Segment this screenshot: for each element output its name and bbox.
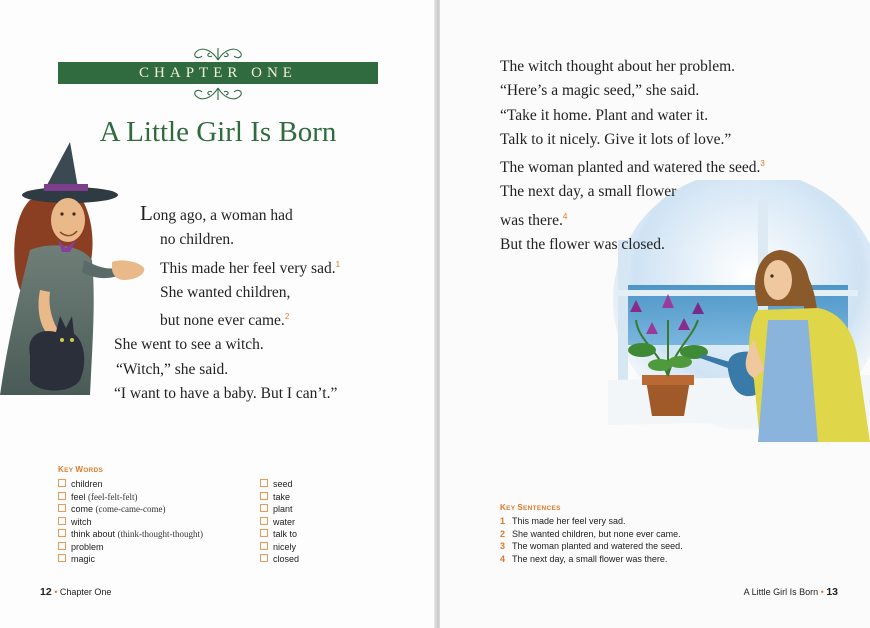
chapter-title: A Little Girl Is Born [99, 116, 337, 148]
checkbox-icon [260, 504, 268, 512]
story-line: “Here’s a magic seed,” she said. [500, 82, 700, 100]
story-line: The next day, a small flower [500, 183, 677, 201]
right-folio: A Little Girl Is Born • 13 [743, 586, 838, 598]
running-head: A Little Girl Is Born [743, 587, 819, 597]
key-sentence-item: 1 This made her feel very sad. [500, 516, 626, 526]
key-word-item: feel (feel-felt-felt) [58, 491, 203, 504]
footnote-marker: 4 [562, 211, 568, 221]
checkbox-icon [58, 554, 66, 562]
key-word-item: nicely [260, 541, 299, 554]
key-words-column-1 [58, 478, 203, 566]
footnote-marker: 2 [284, 312, 290, 322]
key-words-heading: KEY WORDS [58, 465, 104, 474]
checkbox-icon [260, 529, 268, 537]
story-line: “Take it home. Plant and water it. [500, 106, 709, 124]
footnote-marker: 3 [760, 159, 765, 169]
story-line: Talk to it nicely. Give it lots of love.” [500, 130, 732, 148]
checkbox-icon [260, 542, 268, 550]
story-line: “I want to have a baby. But I can’t.” [114, 385, 338, 403]
key-word-item: seed [260, 478, 299, 491]
left-folio: 12 • Chapter One [40, 586, 112, 598]
checkbox-icon [58, 542, 66, 550]
story-line: no children. [160, 231, 235, 249]
key-word-item: think about (think-thought-thought) [58, 528, 203, 541]
story-line: The woman planted and watered the seed. [500, 159, 761, 177]
key-sentence-item: 4 The next day, a small flower was there. [500, 553, 668, 564]
key-word-item: talk to [260, 528, 299, 541]
checkbox-icon [58, 504, 66, 512]
story-line: ong ago, a woman had [152, 207, 293, 224]
story-line: The witch thought about her problem. [500, 58, 736, 75]
key-word-item: water [260, 516, 299, 529]
bottom-ornament-icon [188, 86, 248, 104]
key-sentence-item: 2 She wanted children, but none ever came. [500, 528, 681, 539]
story-line: was there. [500, 211, 563, 229]
story-line: But the flower was closed. [500, 236, 665, 254]
story-line: This made her feel very sad. [160, 259, 336, 277]
story-text-right [500, 55, 765, 257]
page-number: 12 [40, 586, 52, 598]
chapter-label: CHAPTER ONE [58, 62, 378, 84]
checkbox-icon [260, 554, 268, 562]
checkbox-icon [260, 492, 268, 500]
story-line: She went to see a witch. [114, 336, 264, 354]
running-head: Chapter One [59, 587, 112, 597]
drop-cap: L [140, 201, 153, 225]
key-word-item: magic [58, 553, 203, 566]
key-sentences-list [500, 515, 683, 565]
checkbox-icon [58, 492, 66, 500]
story-line: “Witch,” she said. [116, 360, 229, 378]
checkbox-icon [58, 479, 66, 487]
story-line: She wanted children, [160, 283, 291, 301]
key-word-item: children [58, 478, 203, 491]
key-word-item: come (come-came-come) [58, 503, 203, 516]
footnote-marker: 1 [335, 259, 341, 269]
key-word-item: plant [260, 503, 299, 516]
checkbox-icon [58, 517, 66, 525]
key-word-item: closed [260, 553, 299, 566]
story-line: but none ever came. [160, 312, 285, 330]
checkbox-icon [58, 529, 66, 537]
key-word-item: take [260, 491, 299, 504]
key-word-item: problem [58, 541, 203, 554]
checkbox-icon [260, 479, 268, 487]
key-sentences-heading: KEY SENTENCES [500, 503, 561, 512]
page-number: 13 [826, 586, 838, 598]
top-ornament-icon [188, 44, 248, 62]
key-word-item: witch [58, 516, 203, 529]
checkbox-icon [260, 517, 268, 525]
key-words-column-2 [260, 478, 299, 566]
key-sentence-item: 3 The woman planted and watered the seed. [500, 541, 683, 551]
story-text-left [114, 201, 341, 406]
